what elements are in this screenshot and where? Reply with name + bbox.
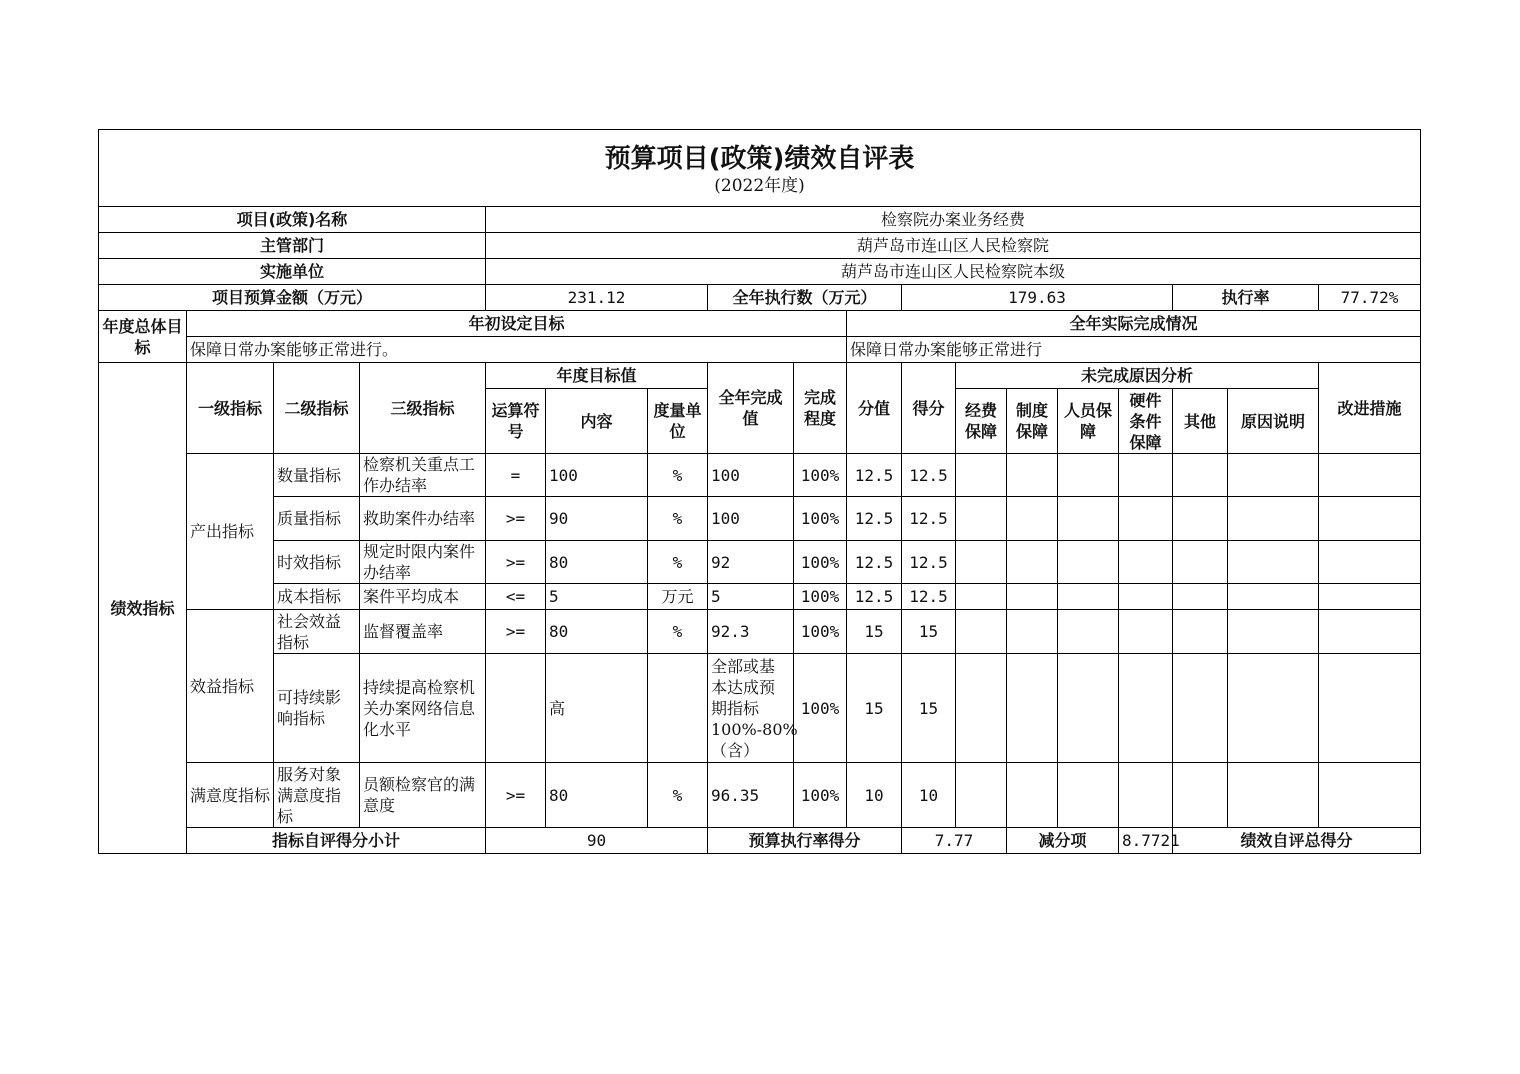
unit-cell: % xyxy=(648,454,708,497)
score-cell: 15 xyxy=(902,654,956,763)
empty-cell xyxy=(1058,497,1119,541)
empty-cell xyxy=(1228,763,1319,828)
content-cell: 80 xyxy=(546,610,648,654)
budget-amount-label: 项目预算金额（万元） xyxy=(99,285,486,311)
level2-cell: 成本指标 xyxy=(274,584,360,610)
unit-cell: % xyxy=(648,497,708,541)
degree-cell: 100% xyxy=(794,610,847,654)
funding-header: 经费保障 xyxy=(956,389,1007,454)
department-value: 葫芦岛市连山区人民检察院 xyxy=(486,233,1421,259)
performance-indicators-label: 绩效指标 xyxy=(99,363,187,854)
other-header: 其他 xyxy=(1173,389,1228,454)
empty-cell xyxy=(1319,584,1421,610)
score-got-header: 得分 xyxy=(902,363,956,454)
total-score-label: 绩效自评总得分 xyxy=(1173,828,1421,854)
score-cell: 15 xyxy=(902,610,956,654)
done-cell: 96.35 xyxy=(708,763,794,828)
degree-cell: 100% xyxy=(794,763,847,828)
level3-cell: 持续提高检察机关办案网络信息化水平 xyxy=(360,654,486,763)
operator-cell: >= xyxy=(486,497,546,541)
empty-cell xyxy=(1058,763,1119,828)
level2-header: 二级指标 xyxy=(274,363,360,454)
annual-execution-value: 179.63 xyxy=(902,285,1173,311)
empty-cell xyxy=(1007,610,1058,654)
level2-cell: 数量指标 xyxy=(274,454,360,497)
evaluation-table xyxy=(98,129,1421,854)
empty-cell xyxy=(1319,497,1421,541)
done-cell: 92.3 xyxy=(708,610,794,654)
empty-cell xyxy=(1173,497,1228,541)
value-cell: 12.5 xyxy=(847,541,902,584)
empty-cell xyxy=(956,541,1007,584)
empty-cell xyxy=(1173,541,1228,584)
unfinished-reason-header: 未完成原因分析 xyxy=(956,363,1319,389)
empty-cell xyxy=(1007,454,1058,497)
level2-cell: 社会效益指标 xyxy=(274,610,360,654)
unit-cell: % xyxy=(648,763,708,828)
table-row xyxy=(99,763,1421,828)
annual-done-header: 全年完成值 xyxy=(708,363,794,454)
implementing-unit-value: 葫芦岛市连山区人民检察院本级 xyxy=(486,259,1421,285)
empty-cell xyxy=(1007,584,1058,610)
empty-cell xyxy=(1058,610,1119,654)
execution-rate-value: 77.72% xyxy=(1319,285,1421,311)
content-cell: 5 xyxy=(546,584,648,610)
empty-cell xyxy=(1173,610,1228,654)
done-cell: 100 xyxy=(708,497,794,541)
operator-cell: >= xyxy=(486,763,546,828)
level2-cell: 服务对象满意度指标 xyxy=(274,763,360,828)
operator-cell: >= xyxy=(486,541,546,584)
empty-cell xyxy=(1119,654,1173,763)
value-cell: 12.5 xyxy=(847,454,902,497)
table-row xyxy=(99,654,1421,763)
annual-target-header: 年度目标值 xyxy=(486,363,708,389)
unit-cell: 万元 xyxy=(648,584,708,610)
page-subtitle: (2022年度) xyxy=(714,176,805,196)
degree-cell: 100% xyxy=(794,584,847,610)
empty-cell xyxy=(1119,541,1173,584)
empty-cell xyxy=(1319,654,1421,763)
empty-cell xyxy=(1228,454,1319,497)
empty-cell xyxy=(1173,454,1228,497)
done-cell: 100 xyxy=(708,454,794,497)
unit-cell: % xyxy=(648,541,708,584)
score-cell: 10 xyxy=(902,763,956,828)
empty-cell xyxy=(1319,763,1421,828)
level2-cell: 可持续影响指标 xyxy=(274,654,360,763)
empty-cell xyxy=(1058,584,1119,610)
initial-goal-value: 保障日常办案能够正常进行。 xyxy=(187,337,847,363)
annual-goal-label xyxy=(99,311,187,363)
empty-cell xyxy=(1007,541,1058,584)
project-name-label: 项目(政策)名称 xyxy=(99,207,486,233)
score-cell: 12.5 xyxy=(902,584,956,610)
content-cell: 90 xyxy=(546,497,648,541)
level3-cell: 监督覆盖率 xyxy=(360,610,486,654)
operator-cell: <= xyxy=(486,584,546,610)
staff-header: 人员保障 xyxy=(1058,389,1119,454)
content-header: 内容 xyxy=(546,389,648,454)
value-cell: 12.5 xyxy=(847,584,902,610)
degree-cell: 100% xyxy=(794,497,847,541)
initial-goal-header: 年初设定目标 xyxy=(187,311,847,337)
empty-cell xyxy=(1319,541,1421,584)
empty-cell xyxy=(1228,654,1319,763)
empty-cell xyxy=(1119,763,1173,828)
empty-cell xyxy=(1058,654,1119,763)
empty-cell xyxy=(1119,454,1173,497)
empty-cell xyxy=(1119,584,1173,610)
empty-cell xyxy=(1228,541,1319,584)
measure-unit-header: 度量单位 xyxy=(648,389,708,454)
title-block xyxy=(99,130,1421,207)
page-title: 预算项目(政策)绩效自评表 xyxy=(604,144,915,174)
value-cell: 10 xyxy=(847,763,902,828)
degree-cell: 100% xyxy=(794,654,847,763)
empty-cell xyxy=(1173,654,1228,763)
budget-amount-value: 231.12 xyxy=(486,285,708,311)
annual-goal-label-text: 年度总体目标 xyxy=(102,316,183,357)
empty-cell xyxy=(1007,497,1058,541)
content-cell: 100 xyxy=(546,454,648,497)
completion-header: 完成程度 xyxy=(794,363,847,454)
actual-result-header: 全年实际完成情况 xyxy=(847,311,1421,337)
group-satisfaction: 满意度指标 xyxy=(187,763,274,828)
reason-header: 原因说明 xyxy=(1228,389,1319,454)
degree-cell: 100% xyxy=(794,454,847,497)
empty-cell xyxy=(956,584,1007,610)
hardware-header: 硬件条件保障 xyxy=(1119,389,1173,454)
content-cell: 80 xyxy=(546,763,648,828)
value-cell: 15 xyxy=(847,610,902,654)
empty-cell xyxy=(1058,541,1119,584)
table-row xyxy=(99,584,1421,610)
empty-cell xyxy=(1173,763,1228,828)
score-value-header: 分值 xyxy=(847,363,902,454)
empty-cell xyxy=(956,497,1007,541)
level3-header: 三级指标 xyxy=(360,363,486,454)
budget-score-value: 7.77 xyxy=(902,828,1007,854)
done-cell: 全部或基本达成预期指标100%-80%（含） xyxy=(708,654,794,763)
empty-cell xyxy=(1319,454,1421,497)
content-cell: 80 xyxy=(546,541,648,584)
level2-cell: 时效指标 xyxy=(274,541,360,584)
operator-header: 运算符号 xyxy=(486,389,546,454)
deduction-value: 8.7721 xyxy=(1119,828,1173,854)
department-label: 主管部门 xyxy=(99,233,486,259)
empty-cell xyxy=(956,763,1007,828)
table-row xyxy=(99,610,1421,654)
score-cell: 12.5 xyxy=(902,454,956,497)
empty-cell xyxy=(1228,497,1319,541)
group-output: 产出指标 xyxy=(187,454,274,610)
degree-cell: 100% xyxy=(794,541,847,584)
empty-cell xyxy=(1319,610,1421,654)
score-cell: 12.5 xyxy=(902,497,956,541)
deduction-label: 减分项 xyxy=(1007,828,1119,854)
score-cell: 12.5 xyxy=(902,541,956,584)
subtotal-value: 90 xyxy=(486,828,708,854)
group-benefit: 效益指标 xyxy=(187,610,274,763)
done-cell: 5 xyxy=(708,584,794,610)
project-name-value: 检察院办案业务经费 xyxy=(486,207,1421,233)
content-cell: 高 xyxy=(546,654,648,763)
operator-cell: = xyxy=(486,454,546,497)
implementing-unit-label: 实施单位 xyxy=(99,259,486,285)
empty-cell xyxy=(1228,610,1319,654)
empty-cell xyxy=(956,610,1007,654)
actual-result-value: 保障日常办案能够正常进行 xyxy=(847,337,1421,363)
empty-cell xyxy=(1119,610,1173,654)
operator-cell xyxy=(486,654,546,763)
empty-cell xyxy=(956,454,1007,497)
empty-cell xyxy=(1007,654,1058,763)
table-row xyxy=(99,541,1421,584)
evaluation-sheet xyxy=(98,129,1420,854)
level3-cell: 案件平均成本 xyxy=(360,584,486,610)
empty-cell xyxy=(956,654,1007,763)
subtotal-label: 指标自评得分小计 xyxy=(187,828,486,854)
empty-cell xyxy=(1007,763,1058,828)
empty-cell xyxy=(1228,584,1319,610)
empty-cell xyxy=(1058,454,1119,497)
system-header: 制度保障 xyxy=(1007,389,1058,454)
table-row xyxy=(99,497,1421,541)
operator-cell: >= xyxy=(486,610,546,654)
empty-cell xyxy=(1119,497,1173,541)
annual-execution-label: 全年执行数（万元） xyxy=(708,285,902,311)
value-cell: 15 xyxy=(847,654,902,763)
table-row xyxy=(99,454,1421,497)
level3-cell: 救助案件办结率 xyxy=(360,497,486,541)
level3-cell: 检察机关重点工作办结率 xyxy=(360,454,486,497)
empty-cell xyxy=(1173,584,1228,610)
done-cell: 92 xyxy=(708,541,794,584)
execution-rate-label: 执行率 xyxy=(1173,285,1319,311)
level1-header: 一级指标 xyxy=(187,363,274,454)
level3-cell: 规定时限内案件办结率 xyxy=(360,541,486,584)
level3-cell: 员额检察官的满意度 xyxy=(360,763,486,828)
unit-cell: % xyxy=(648,610,708,654)
improvement-header: 改进措施 xyxy=(1319,363,1421,454)
level2-cell: 质量指标 xyxy=(274,497,360,541)
unit-cell xyxy=(648,654,708,763)
value-cell: 12.5 xyxy=(847,497,902,541)
budget-score-label: 预算执行率得分 xyxy=(708,828,902,854)
